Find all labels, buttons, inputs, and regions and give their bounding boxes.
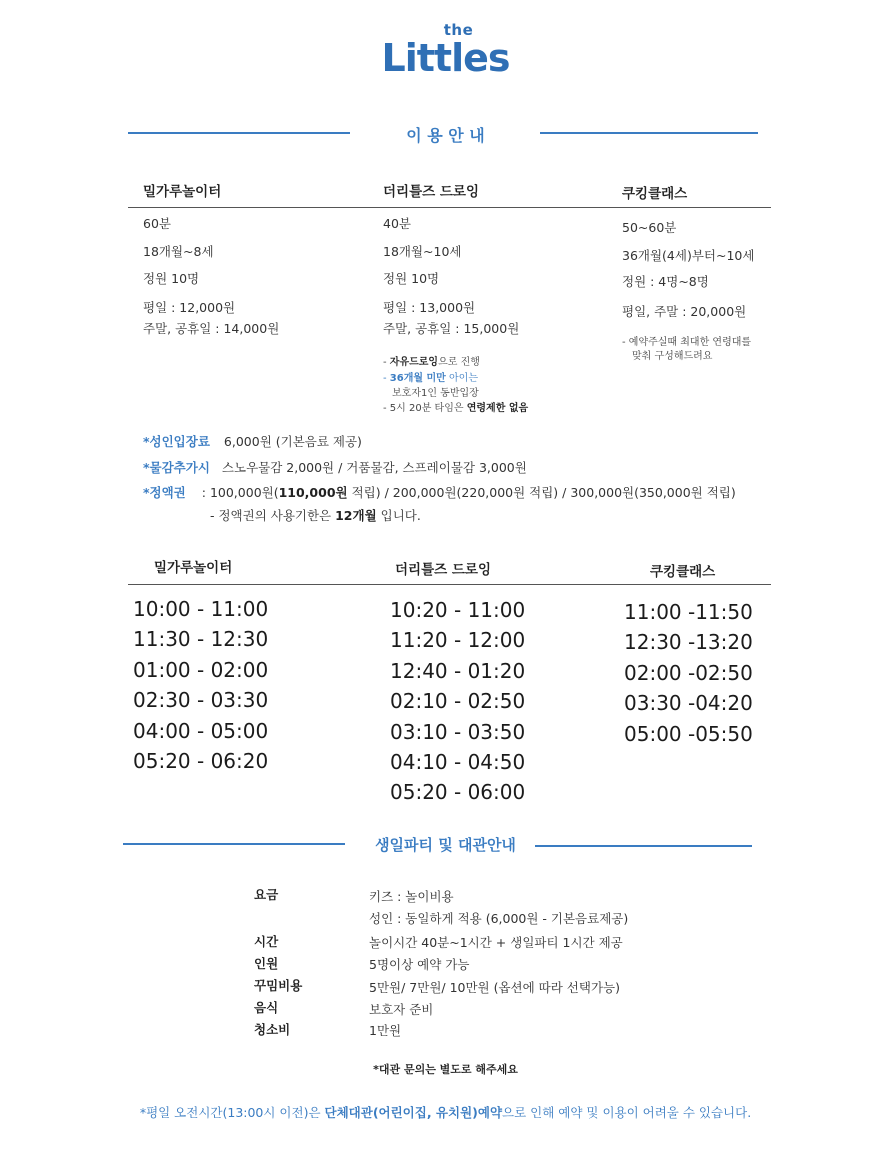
note-bold: 연령제한 없음: [466, 403, 529, 414]
time-slot: 12:30 -13:20: [624, 630, 753, 655]
note-text: 아이는: [445, 373, 479, 384]
pass-note-text: - 정액권의 사용기한은: [210, 508, 336, 523]
logo-the: the: [443, 21, 474, 39]
pass-label: *정액권: [143, 485, 186, 500]
adult-fee-label: *성인입장료: [143, 434, 210, 449]
party-value: 놀이시간 40분~1시간 + 생일파티 1시간 제공: [369, 935, 623, 950]
time-slot: 05:20 - 06:20: [133, 749, 269, 774]
schedule-times-cooking: [624, 597, 753, 749]
capacity: 정원 10명: [383, 271, 440, 286]
price-weekend: 주말, 공휴일 : 14,000원: [143, 321, 280, 336]
age-range: 18개월~8세: [143, 244, 214, 259]
adult-fee: [143, 433, 362, 451]
usage-col-head: 쿠킹클래스: [622, 186, 688, 202]
party-label-cleaning: 청소비: [254, 1022, 291, 1037]
logo: [0, 22, 891, 78]
pass-value: : 100,000원(: [201, 485, 279, 500]
schedule-col-head: 쿠킹클래스: [650, 564, 716, 580]
time-slot: 04:10 - 04:50: [390, 750, 526, 775]
note-bold: 자유드로잉: [389, 357, 439, 368]
schedule-header-rule: [128, 584, 771, 585]
footer-text-rest: 으로 인해 예약 및 이용이 어려울 수 있습니다.: [502, 1105, 752, 1120]
duration: 60분: [143, 216, 171, 231]
party-contact-note: *대관 문의는 별도로 해주세요: [373, 1063, 518, 1076]
adult-fee-value: 6,000원 (기본음료 제공): [223, 434, 362, 449]
footer-notice: [0, 1103, 891, 1121]
party-label-food: 음식: [254, 1000, 279, 1015]
price-weekend: 주말, 공휴일 : 15,000원: [383, 321, 520, 336]
time-slot: 02:00 -02:50: [624, 660, 753, 685]
note-text: 5시 20분 타임은: [389, 403, 467, 414]
time-slot: 05:00 -05:50: [624, 721, 753, 746]
note-bold: 36개월 미만: [389, 373, 446, 384]
usage-title: 이 용 안 내: [406, 126, 485, 145]
pass-value-bold: 110,000원: [278, 485, 348, 500]
price-weekday: 평일 : 13,000원: [383, 300, 476, 315]
capacity: 정원 : 4명~8명: [622, 274, 709, 289]
schedule-times-flour: [133, 594, 268, 776]
time-slot: 04:00 - 05:00: [133, 718, 269, 743]
time-slot: 03:10 - 03:50: [390, 719, 526, 744]
party-title: 생일파티 및 대관안내: [375, 836, 516, 854]
drawing-note-guardian: 보호자1인 동반입장: [392, 388, 479, 399]
cooking-note-line1: - 예약주실때 최대한 연령대를: [622, 337, 752, 348]
time-slot: 05:20 - 06:00: [390, 780, 526, 805]
schedule-col-head: 밀가루놀이터: [154, 560, 233, 576]
party-label-time: 시간: [254, 934, 279, 949]
time-slot: 02:10 - 02:50: [390, 689, 526, 714]
pass-note: [210, 507, 421, 525]
time-slot: 12:40 - 01:20: [390, 658, 526, 683]
party-label-fee: 요금: [254, 887, 279, 902]
usage-col-head: 더리틀즈 드로잉: [383, 184, 479, 200]
time-slot: 02:30 - 03:30: [133, 688, 269, 713]
paint-fee-value: 스노우물감 2,000원 / 거품물감, 스프레이물감 3,000원: [221, 460, 527, 475]
usage-header-rule: [128, 207, 771, 208]
age-range: 36개월(4세)부터~10세: [622, 248, 755, 263]
party-value: 5명이상 예약 가능: [369, 957, 470, 972]
drawing-note-free: - 자유드로잉으로 진행: [383, 357, 480, 368]
party-value: 성인 : 동일하게 적용 (6,000원 - 기본음료제공): [369, 911, 629, 926]
usage-col-head: 밀가루놀이터: [143, 184, 222, 200]
schedule-times-drawing: [390, 595, 525, 808]
party-label-people: 인원: [254, 956, 279, 971]
party-value: 키즈 : 놀이비용: [369, 889, 454, 904]
logo-name: Littles: [381, 36, 510, 80]
time-slot: 10:20 - 11:00: [390, 598, 526, 622]
price-all: 평일, 주말 : 20,000원: [622, 304, 747, 319]
time-slot: 10:00 - 11:00: [133, 597, 269, 621]
duration: 50~60분: [622, 220, 677, 235]
capacity: 정원 10명: [143, 271, 200, 286]
age-range: 18개월~10세: [383, 244, 462, 259]
party-value: 5만원/ 7만원/ 10만원 (옵션에 따라 선택가능): [369, 980, 620, 995]
paint-fee-label: *물감추가시: [143, 460, 210, 475]
time-slot: 11:20 - 12:00: [390, 628, 526, 653]
footer-bold: 단체대관(어린이집, 유치원)예약: [324, 1105, 503, 1120]
paint-fee: [143, 459, 527, 477]
time-slot: 01:00 - 02:00: [133, 657, 269, 682]
drawing-note-age: - 36개월 미만 아이는: [383, 373, 479, 384]
price-weekday: 평일 : 12,000원: [143, 300, 236, 315]
pass-note-rest: 입니다.: [376, 508, 421, 523]
duration: 40분: [383, 216, 411, 231]
cooking-note-line2: 맞춰 구성해드려요: [632, 351, 713, 362]
time-slot: 03:30 -04:20: [624, 691, 753, 716]
party-label-decor: 꾸밈비용: [254, 978, 303, 993]
party-value: 보호자 준비: [369, 1002, 434, 1017]
party-value: 1만원: [369, 1023, 402, 1038]
footer-text: *평일 오전시간(13:00시 이전)은: [139, 1105, 325, 1120]
drawing-note-last-slot: - 5시 20분 타임은 연령제한 없음: [383, 403, 529, 414]
time-slot: 11:00 -11:50: [624, 600, 753, 624]
time-slot: 11:30 - 12:30: [133, 627, 269, 652]
pass-fee: [143, 484, 736, 502]
pass-value-rest: 적립) / 200,000원(220,000원 적립) / 300,000원(350,000원 적립): [347, 485, 736, 500]
schedule-col-head: 더리틀즈 드로잉: [395, 562, 491, 578]
pass-note-bold: 12개월: [335, 508, 377, 523]
note-text: 으로 진행: [438, 357, 480, 368]
